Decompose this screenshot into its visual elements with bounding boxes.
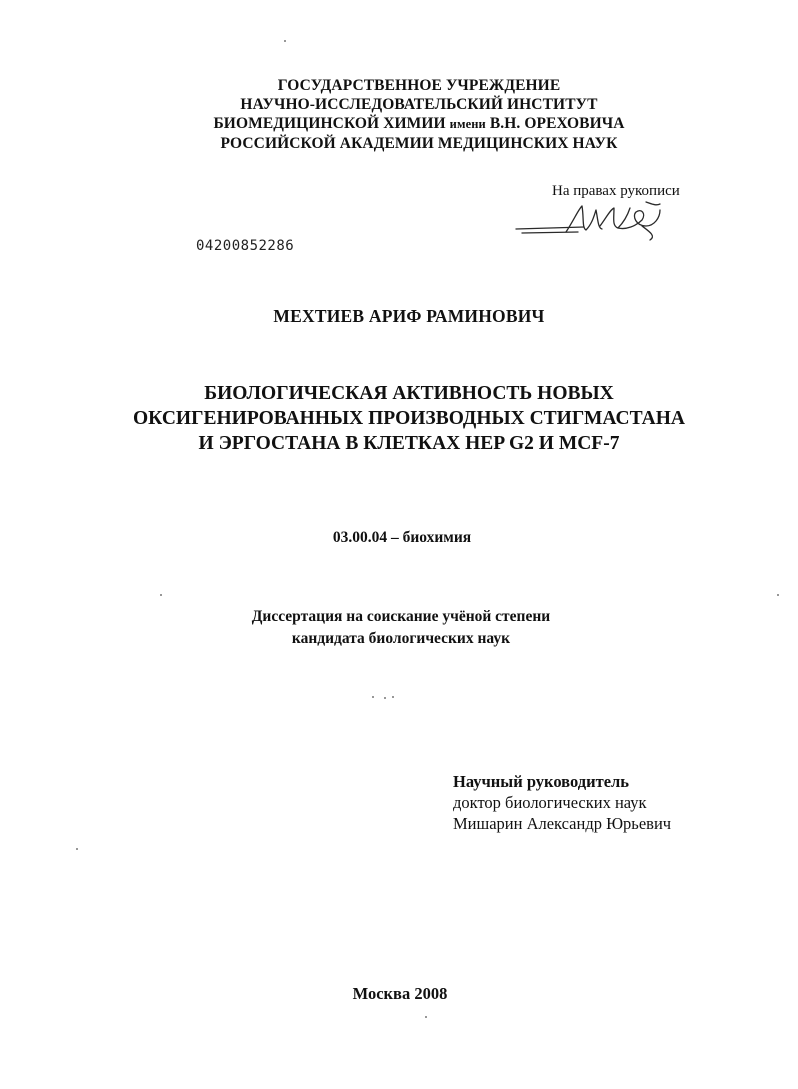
manuscript-rights-note: На правах рукописи (552, 183, 680, 199)
scan-speck (284, 40, 286, 42)
scan-speck (372, 696, 374, 698)
handwritten-signature (514, 196, 674, 246)
city-and-year: Москва 2008 (352, 984, 448, 1003)
scan-speck (777, 594, 779, 596)
scan-speck (392, 696, 394, 698)
author-name: МЕХТИЕВ АРИФ РАМИНОВИЧ (273, 306, 545, 326)
supervisor-block (453, 771, 671, 834)
degree-statement (0, 606, 798, 650)
institution-line-3-part-2: имени (449, 117, 486, 131)
supervisor-rank: доктор биологических наук (453, 793, 647, 812)
institution-line-3-part-1: БИОМЕДИЦИНСКОЙ ХИМИИ (213, 115, 446, 132)
specialty-code: 03.00.04 – биохимия (332, 529, 472, 546)
institution-line-1: ГОСУДАРСТВЕННОЕ УЧРЕЖДЕНИЕ (277, 77, 561, 94)
institution-line-3 (0, 114, 798, 134)
title-line-1: БИОЛОГИЧЕСКАЯ АКТИВНОСТЬ НОВЫХ (204, 383, 614, 404)
scan-speck (76, 848, 78, 850)
scan-speck (384, 697, 386, 699)
degree-line-1: Диссертация на соискание учёной степени (251, 608, 551, 625)
scan-speck (160, 594, 162, 596)
supervisor-name: Мишарин Александр Юрьевич (453, 814, 672, 833)
degree-line-2: кандидата биологических наук (291, 630, 511, 647)
title-line-3: И ЭРГОСТАНА В КЛЕТКАХ HEP G2 И MCF-7 (198, 433, 620, 454)
dissertation-title (0, 381, 798, 456)
institution-line-4: РОССИЙСКОЙ АКАДЕМИИ МЕДИЦИНСКИХ НАУК (220, 135, 618, 152)
institution-header (0, 76, 798, 153)
institution-line-3-part-3: В.Н. ОРЕХОВИЧА (489, 115, 625, 132)
institution-line-2: НАУЧНО-ИССЛЕДОВАТЕЛЬСКИЙ ИНСТИТУТ (240, 96, 598, 113)
supervisor-heading: Научный руководитель (453, 772, 629, 791)
scan-speck (425, 1016, 427, 1018)
title-line-2: ОКСИГЕНИРОВАННЫХ ПРОИЗВОДНЫХ СТИГМАСТАНА (133, 408, 685, 429)
archive-number: 04200852286 (196, 238, 295, 254)
